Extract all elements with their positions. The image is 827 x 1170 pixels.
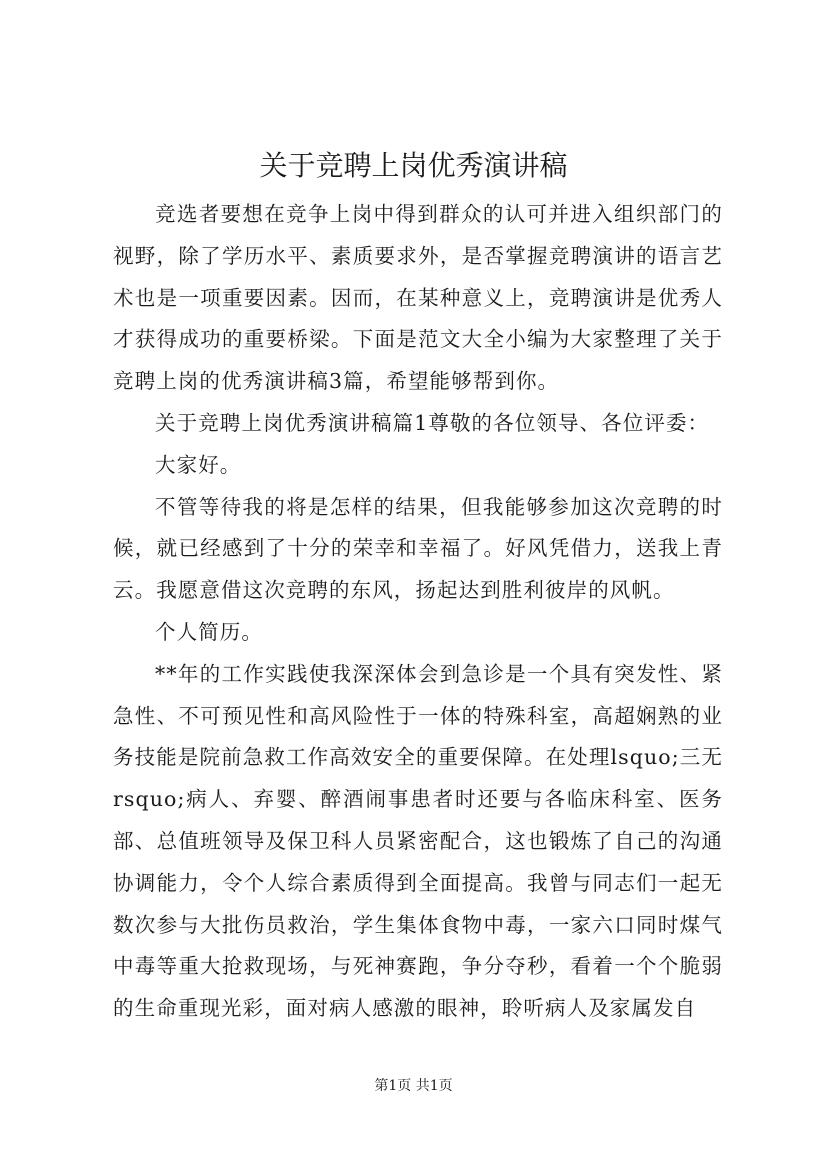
paragraph-greeting-heading: 关于竞聘上岗优秀演讲稿篇1尊敬的各位领导、各位评委： (155, 410, 710, 435)
paragraph-intro: 竞选者要想在竞争上岗中得到群众的认可并进入组织部门的视野，除了学历水平、素质要求外，是否掌握竞聘演讲的语言艺术也是一项重要因素。因而，在某种意义上，竞聘演讲是优秀人才获得成功的重要桥梁。下面是范文大全小编为大家整理了关于竞聘上岗的优秀演讲稿3篇，希望能够帮到你。 (113, 202, 723, 394)
document-body (113, 194, 723, 1030)
document-title: 关于竞聘上岗优秀演讲稿 (259, 149, 568, 182)
paragraph-opening: 不管等待我的将是怎样的结果，但我能够参加这次竞聘的时候，就已经感到了十分的荣幸和幸福了。好风凭借力，送我上青云。我愿意借这次竞聘的东风，扬起达到胜利彼岸的风帆。 (113, 494, 723, 603)
paragraph-experience: **年的工作实践使我深深体会到急诊是一个具有突发性、紧急性、不可预见性和高风险性于一体的特殊科室，高超娴熟的业务技能是院前急救工作高效安全的重要保障。在处理lsquo;三无rsquo;病人、弃婴、醉酒闹事患者时还要与各临床科室、医务部、总值班领导及保卫科人员紧密配合，这也锻炼了自己的沟通协调能力，令个人综合素质得到全面提高。我曾与同志们一起无数次参与大批伤员救治，学生集体食物中毒，一家六口同时煤气中毒等重大抢救现场，与死神赛跑，争分夺秒，看着一个个脆弱的生命重现光彩，面对病人感激的眼神，聆听病人及家属发自 (113, 661, 723, 1021)
paragraph-salutation: 大家好。 (155, 452, 242, 477)
page-number-footer: 第1页 共1页 (374, 1078, 453, 1094)
paragraph-section-resume: 个人简历。 (155, 619, 263, 644)
